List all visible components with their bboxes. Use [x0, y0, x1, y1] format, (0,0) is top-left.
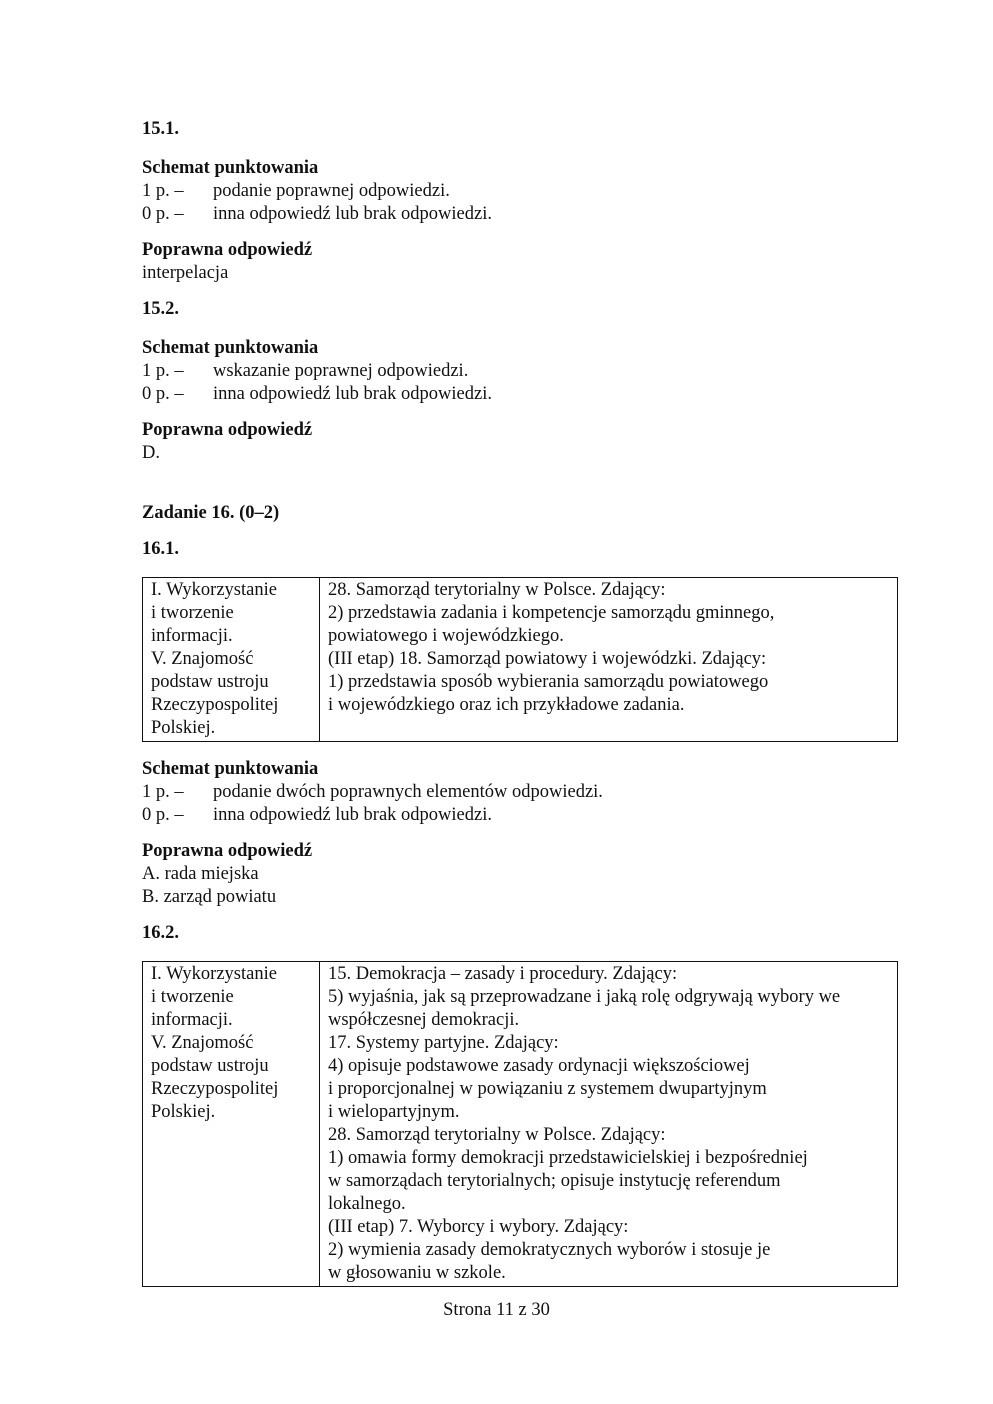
points-description: wskazanie poprawnej odpowiedzi. [213, 361, 469, 381]
requirement-line: i wielopartyjnym. [328, 1102, 460, 1122]
requirement-line: Polskiej. [151, 1102, 216, 1122]
requirement-line: współczesnej demokracji. [328, 1010, 520, 1030]
correct-answer-text: A. rada miejska [142, 864, 259, 884]
points-label: 1 p. – [142, 181, 184, 201]
scoring-row [142, 804, 898, 827]
section-number: 16.1. [142, 539, 179, 559]
requirement-line: informacji. [151, 1010, 233, 1030]
scoring-scheme-heading: Schemat punktowania [142, 759, 319, 779]
requirements-table [142, 577, 898, 742]
section-number: 15.1. [142, 119, 179, 139]
requirement-line: V. Znajomość [151, 1033, 254, 1053]
correct-answer-heading: Poprawna odpowiedź [142, 240, 313, 260]
requirement-line: Rzeczypospolitej [151, 695, 279, 715]
detailed-requirements-cell [320, 962, 898, 1287]
requirement-line: i wojewódzkiego oraz ich przykładowe zadania. [328, 695, 685, 715]
correct-answer-text: B. zarząd powiatu [142, 887, 277, 907]
scoring-scheme-heading: Schemat punktowania [142, 158, 319, 178]
correct-answer-heading: Poprawna odpowiedź [142, 420, 313, 440]
points-description: inna odpowiedź lub brak odpowiedzi. [213, 384, 492, 404]
points-label: 0 p. – [142, 204, 184, 224]
scoring-row [142, 781, 898, 804]
requirement-line: lokalnego. [328, 1194, 406, 1214]
requirement-line: podstaw ustroju [151, 1056, 269, 1076]
requirement-line: i tworzenie [151, 987, 234, 1007]
requirement-line: 2) wymienia zasady demokratycznych wyborów i stosuje je [328, 1240, 771, 1260]
correct-answer-text: D. [142, 443, 160, 463]
page-footer: Strona 11 z 30 [443, 1300, 550, 1320]
requirement-line: 1) przedstawia sposób wybierania samorządu powiatowego [328, 672, 769, 692]
section-number: 15.2. [142, 299, 179, 319]
requirement-line: (III etap) 7. Wyborcy i wybory. Zdający: [328, 1217, 629, 1237]
requirement-line: i tworzenie [151, 603, 234, 623]
requirement-line: 28. Samorząd terytorialny w Polsce. Zdający: [328, 580, 666, 600]
requirement-line: w głosowaniu w szkole. [328, 1263, 506, 1283]
requirement-line: informacji. [151, 626, 233, 646]
scoring-row [142, 180, 898, 203]
detailed-requirements-cell [320, 578, 898, 742]
points-label: 1 p. – [142, 782, 184, 802]
points-label: 1 p. – [142, 361, 184, 381]
scoring-scheme-heading: Schemat punktowania [142, 338, 319, 358]
requirement-line: 4) opisuje podstawowe zasady ordynacji większościowej [328, 1056, 750, 1076]
task-title: Zadanie 16. (0–2) [142, 503, 280, 523]
requirement-line: 15. Demokracja – zasady i procedury. Zdający: [328, 964, 678, 984]
points-description: podanie poprawnej odpowiedzi. [213, 181, 450, 201]
points-label: 0 p. – [142, 805, 184, 825]
requirement-line: V. Znajomość [151, 649, 254, 669]
correct-answer-text: interpelacja [142, 263, 229, 283]
requirement-line: powiatowego i wojewódzkiego. [328, 626, 564, 646]
general-requirements-cell [143, 578, 320, 742]
requirement-line: i proporcjonalnej w powiązaniu z systemem dwupartyjnym [328, 1079, 767, 1099]
general-requirements-cell [143, 962, 320, 1287]
points-description: inna odpowiedź lub brak odpowiedzi. [213, 805, 492, 825]
requirement-line: Polskiej. [151, 718, 216, 738]
requirement-line: 1) omawia formy demokracji przedstawicielskiej i bezpośredniej [328, 1148, 808, 1168]
page-content [142, 118, 898, 1287]
requirement-line: (III etap) 18. Samorząd powiatowy i wojewódzki. Zdający: [328, 649, 767, 669]
correct-answer-heading: Poprawna odpowiedź [142, 841, 313, 861]
points-label: 0 p. – [142, 384, 184, 404]
section-number: 16.2. [142, 923, 179, 943]
requirement-line: 28. Samorząd terytorialny w Polsce. Zdający: [328, 1125, 666, 1145]
requirement-line: Rzeczypospolitej [151, 1079, 279, 1099]
requirement-line: w samorządach terytorialnych; opisuje instytucję referendum [328, 1171, 781, 1191]
points-description: podanie dwóch poprawnych elementów odpowiedzi. [213, 782, 603, 802]
points-description: inna odpowiedź lub brak odpowiedzi. [213, 204, 492, 224]
requirement-line: podstaw ustroju [151, 672, 269, 692]
requirement-line: 5) wyjaśnia, jak są przeprowadzane i jaką rolę odgrywają wybory we [328, 987, 841, 1007]
scoring-row [142, 360, 898, 383]
requirement-line: 17. Systemy partyjne. Zdający: [328, 1033, 559, 1053]
requirement-line: I. Wykorzystanie [151, 580, 277, 600]
requirement-line: 2) przedstawia zadania i kompetencje samorządu gminnego, [328, 603, 775, 623]
requirements-table [142, 961, 898, 1287]
requirement-line: I. Wykorzystanie [151, 964, 277, 984]
scoring-row [142, 203, 898, 226]
scoring-row [142, 383, 898, 406]
